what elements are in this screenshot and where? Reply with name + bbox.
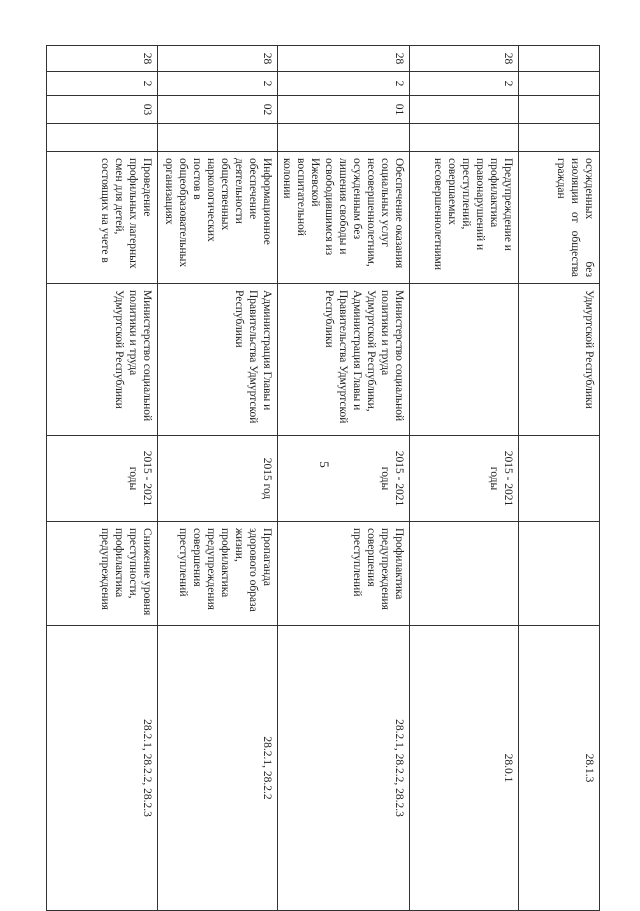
code-om [410,96,519,124]
indicator-link: 28.0.1 [410,626,519,911]
measure-name: Обеспечение оказания социальных услуг несовершеннолетним, осужденным без лишения свободы и освободившимся из Ижевской воспитательной колонии [278,152,410,284]
executor [410,284,519,436]
executor: Министерство социальной политики и труда Удмуртской Республики, Администрация Главы и Правительства Удмуртской Республики [278,284,410,436]
indicator-link: 28.2.1, 28.2.2, 28.2.3 [278,626,410,911]
program-measures-table [46,45,600,911]
period: 2015 - 2021 годы [47,436,158,522]
table-row [410,46,519,911]
expected-result [410,522,519,626]
expected-result [519,522,600,626]
code-gp [519,46,600,72]
page-number: 5 [316,461,332,468]
code-sp: 2 [410,72,519,96]
measure-name: Предупреждение и профилактика правонарушений и преступлений, совершаемых несовершеннолетними [410,152,519,284]
table-row [47,46,158,911]
expected-result: Профилактика предупреждения совершения преступлений [278,522,410,626]
code-om [519,96,600,124]
expected-result: Пропаганда здорового образа жизни, профилактика предупреждения совершения преступлений [158,522,278,626]
indicator-link: 28.1.3 [519,626,600,911]
measure-name: Информационное обеспечение деятельности общественных наркологических постов в общеобразовательных организациях [158,152,278,284]
period: 2015 - 2021 годы [410,436,519,522]
indicator-link: 28.2.1, 28.2.2, 28.2.3 [47,626,158,911]
code-gp: 28 [278,46,410,72]
code-m [278,124,410,152]
code-om: 02 [158,96,278,124]
table-row [158,46,278,911]
code-gp: 28 [410,46,519,72]
table-row [278,46,410,911]
code-gp: 28 [158,46,278,72]
code-m [158,124,278,152]
code-gp: 28 [47,46,158,72]
code-m [519,124,600,152]
executor: Администрация Главы и Правительства Удмуртской Республики [158,284,278,436]
code-sp: 2 [47,72,158,96]
table-row [519,46,600,911]
code-sp [519,72,600,96]
period: 2015 - 2021 годы [278,436,410,522]
expected-result: Снижение уровня преступности, профилактика предупреждения [47,522,158,626]
indicator-link: 28.2.1, 28.2.2 [158,626,278,911]
code-sp: 2 [278,72,410,96]
period: 2015 год [158,436,278,522]
code-m [47,124,158,152]
code-m [410,124,519,152]
code-om: 01 [278,96,410,124]
code-sp: 2 [158,72,278,96]
code-om: 03 [47,96,158,124]
executor: Удмуртской Республики [519,284,600,436]
measure-name: осужденных без изоляции от общества граждан [519,152,600,284]
executor: Министерство социальной политики и труда Удмуртской Республики [47,284,158,436]
rotated-document-table [80,45,600,910]
period [519,436,600,522]
measure-name: Проведение профильных лагерных смен для детей, состоящих на учете в [47,152,158,284]
